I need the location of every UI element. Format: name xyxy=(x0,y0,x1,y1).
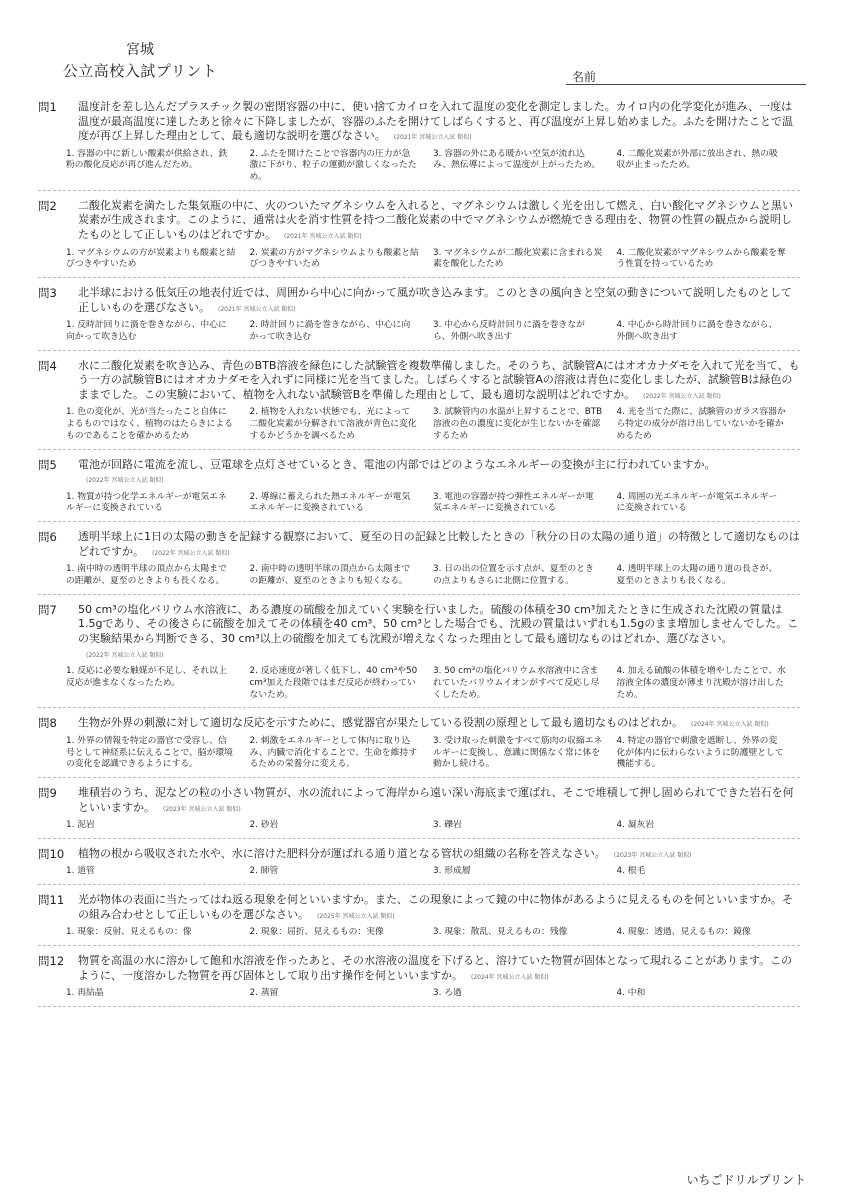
answer-choice[interactable]: 2. 炭素の方がマグネシウムよりも酸素と結びつきやすいため xyxy=(249,247,419,270)
answer-choice[interactable]: 1. 外界の情報を特定の器官で受容し、信号として神経系に伝えることで、脳が環境の変化を認識できるようにする。 xyxy=(66,735,233,770)
question-body xyxy=(78,530,800,561)
question-number: 問5 xyxy=(38,457,57,472)
answer-choice[interactable]: 1. 南中時の透明半球の頂点から太陽までの距離が、夏至のときよりも長くなる。 xyxy=(66,564,227,587)
question-text: 透明半球上に1日の太陽の動きを記録する観察において、夏至の日の記録と比較したときの「秋分の日の太陽の通り道」の特徴として適切なものはどれですか。 xyxy=(78,530,800,558)
answer-choice[interactable]: 2. ふたを開けたことで容器内の圧力が急激に下がり、粒子の運動が激しくなったため。 xyxy=(249,148,417,183)
question-number: 問10 xyxy=(38,846,65,861)
question-body xyxy=(78,603,800,663)
question-number: 問7 xyxy=(38,602,57,617)
question-source: (2024年 宮城公立入試 類似) xyxy=(471,973,549,981)
question-source: (2023年 宮城公立入試 類似) xyxy=(163,805,241,813)
question-row xyxy=(38,100,800,146)
answer-choice[interactable]: 3. 50 cm³の塩化バリウム水溶液中に含まれていたバリウムイオンがすべて反応し尽くしたため。 xyxy=(433,666,600,700)
question-block xyxy=(38,786,800,839)
question-text: 植物の根から吸収された水や、水に溶けた肥料分が運ばれる通り道となる管状の組織の名称を答えなさい。 xyxy=(78,846,606,860)
answer-choice[interactable]: 4. 現象：透過、見えるもの：鏡像 xyxy=(616,927,751,938)
question-number: 問6 xyxy=(38,530,57,545)
answer-choice[interactable]: 1. 反応に必要な触媒が不足し、それ以上反応が進まなくなったため。 xyxy=(66,666,227,688)
answer-choices xyxy=(66,149,800,184)
question-row xyxy=(38,458,800,489)
question-block xyxy=(38,954,800,1007)
answer-choice[interactable]: 1. 色の変化が、光が当たったこと自体によるものではなく、植物のはたらきによるものであることを確かめるため xyxy=(66,407,233,441)
answer-choice[interactable]: 2. 導線に蓄えられた熱エネルギーが電気エネルギーに変換されている xyxy=(249,491,411,514)
question-number: 問1 xyxy=(38,100,57,114)
question-body xyxy=(78,786,800,817)
answer-choice[interactable]: 3. 日の出の位置を示す点が、夏至のときの点よりもさらに北側に位置する。 xyxy=(433,564,594,587)
question-source: (2022年 宮城公立入試 類似) xyxy=(643,392,721,400)
answer-choice[interactable]: 1. 反時計回りに渦を巻きながら、中心に向かって吹き込む xyxy=(66,320,227,342)
question-text: 北半球における低気圧の地表付近では、周囲から中心に向かって風が吹き込みます。このときの風向きと空気の動きについて説明したものとして正しいものを選びなさい。 xyxy=(78,286,792,314)
question-source: (2021年 宮城公立入試 類似) xyxy=(393,134,472,142)
question-body xyxy=(78,954,800,985)
question-body xyxy=(78,286,800,317)
question-row xyxy=(38,893,800,924)
answer-choice[interactable]: 2. 反応速度が著しく低下し、40 cm³や50 cm³加えた段階ではまだ反応が終わっていないため。 xyxy=(249,666,418,700)
answer-choices xyxy=(66,866,800,878)
question-number: 問11 xyxy=(38,893,65,908)
name-field[interactable] xyxy=(566,66,806,85)
question-body xyxy=(78,716,800,733)
prefecture-label: 宮城 xyxy=(126,42,154,58)
question-text: 温度計を差し込んだプラスチック製の密閉容器の中に、使い捨てカイロを入れて温度の変化を測定しました。カイロ内の化学変化が進み、一度は温度が最高温度に達したあと徐々に下降しましたが、容器のふたを開けてしばらくすると、再び温度が上昇し始めました。ふたを開けたことで温度が再び上昇した理由として、最も適切な説明を選びなさい。 xyxy=(78,100,793,143)
question-row xyxy=(38,954,800,985)
answer-choice[interactable]: 4. 二酸化炭素が外部に放出され、熱の吸収が止まったため。 xyxy=(616,148,778,171)
question-row xyxy=(38,199,800,245)
answer-choice[interactable]: 2. 現象：屈折、見えるもの：実像 xyxy=(249,927,384,938)
question-text: 50 cm³の塩化バリウム水溶液に、ある濃度の硫酸を加えていく実験を行いました。硫酸の体積を30 cm³加えたときに生成された沈殿の質量は1.5gであり、その後さらに硫酸を加えてその体積を40 cm³、50 cm³とした場合でも、沈殿の質量はいずれも1.5gのまま増加しませんでした。この実験結果から判断できる、30 cm³以上の硫酸を加えても沈殿が増えなくなった理由として最も適切なものはどれか、選びなさい。 xyxy=(78,602,799,645)
name-label: 名前 xyxy=(572,70,597,84)
question-text: 生物が外界の刺激に対して適切な反応を示すために、感覚器官が果たしている役割の原理として最も適切なものはどれか。 xyxy=(78,716,683,730)
question-source: (2022年 宮城公立入試 類似) xyxy=(152,549,230,557)
answer-choice[interactable]: 4. 中和 xyxy=(616,988,646,999)
answer-choice[interactable]: 4. 加える硫酸の体積を増やしたことで、水溶液全体の濃度が薄まり沈殿が溶け出したため。 xyxy=(616,666,786,700)
question-number: 問9 xyxy=(38,785,57,800)
answer-choice[interactable]: 3. ろ過 xyxy=(433,988,462,999)
answer-choice[interactable]: 2. 時計回りに渦を巻きながら、中心に向かって吹き込む xyxy=(249,320,411,342)
question-block xyxy=(38,893,800,946)
answer-choice[interactable]: 1. 道管 xyxy=(66,866,95,877)
question-source: (2023年 宮城公立入試 類似) xyxy=(613,851,692,859)
answer-choices xyxy=(66,820,800,832)
question-source: (2021年 宮城公立入試 類似) xyxy=(284,233,362,241)
question-number: 問2 xyxy=(38,198,57,213)
question-text: 電池が回路に電流を流し、豆電球を点灯させているとき、電池の内部ではどのようなエネルギーの変換が主に行われていますか。 xyxy=(78,457,716,471)
question-text: 二酸化炭素を満たした集気瓶の中に、火のついたマグネシウムを入れると、マグネシウムは激しく光を出して燃え、白い酸化マグネシウムと黒い炭素が生成されます。このように、通常は火を消す性質を持つ二酸化炭素の中でマグネシウムが燃焼できる理由を、物質の性質の観点から説明したものとして正しいものはどれですか。 xyxy=(78,198,793,242)
answer-choice[interactable]: 4. 周囲の光エネルギーが電気エネルギーに変換されている xyxy=(616,491,778,514)
answer-choices xyxy=(66,988,800,1000)
question-list xyxy=(38,100,800,1015)
answer-choices xyxy=(66,248,800,271)
question-block xyxy=(38,603,800,708)
question-block xyxy=(38,847,800,885)
question-block xyxy=(38,716,800,778)
answer-choice[interactable]: 1. 現象：反射、見えるもの：像 xyxy=(66,927,192,938)
question-number: 問12 xyxy=(38,954,65,969)
question-row xyxy=(38,716,800,733)
answer-choices xyxy=(66,492,800,515)
question-row xyxy=(38,847,800,864)
question-source: (2025年 宮城公立入試 類似) xyxy=(317,912,395,920)
question-block xyxy=(38,286,800,351)
answer-choices xyxy=(66,666,800,701)
answer-choice[interactable]: 3. 中心から反時計回りに渦を巻きながら、外側へ吹き出す xyxy=(433,320,585,342)
answer-choice[interactable]: 1. 再結晶 xyxy=(66,988,104,999)
question-body xyxy=(78,199,800,245)
question-body xyxy=(78,100,800,146)
question-row xyxy=(38,530,800,561)
answer-choice[interactable]: 4. 凝灰岩 xyxy=(616,820,655,831)
answer-choice[interactable]: 3. 電池の容器が持つ弾性エネルギーが電気エネルギーに変換されている xyxy=(433,491,594,514)
question-source: (2021年 宮城公立入試 類似) xyxy=(218,305,296,313)
answer-choices xyxy=(66,320,800,343)
question-block xyxy=(38,199,800,278)
question-text: 物質を高温の水に溶かして飽和水溶液を作ったあと、その水溶液の温度を下げると、溶けていた物質が固体となって現れることがあります。このように、一度溶かした物質を再び固体として取り出す操作を何といいますか。 xyxy=(78,954,793,982)
question-number: 問3 xyxy=(38,286,57,301)
answer-choice[interactable]: 4. 二酸化炭素がマグネシウムから酸素を奪う性質を持っているため xyxy=(616,247,786,270)
print-subtitle: 公立高校入試プリント xyxy=(62,62,218,80)
answer-choices xyxy=(66,736,800,771)
answer-choice[interactable]: 3. 現象：散乱、見えるもの：残像 xyxy=(433,927,568,938)
answer-choices xyxy=(66,927,800,939)
answer-choice[interactable]: 3. 試験管内の水温が上昇することで、BTB溶液の色の濃度に変化が生じないかを確認するため xyxy=(433,407,603,441)
answer-choice[interactable]: 2. 蒸留 xyxy=(249,988,279,999)
answer-choice[interactable]: 1. 物質が持つ化学エネルギーが電気エネルギーに変換されている xyxy=(66,491,227,514)
question-text: 堆積岩のうち、泥などの粒の小さい物質が、水の流れによって海岸から遠い深い海底まで運ばれ、そこで堆積して押し固められてできた岩石を何といいますか。 xyxy=(78,785,794,814)
question-row xyxy=(38,786,800,817)
question-body xyxy=(78,893,800,924)
question-source: (2024年 宮城公立入試 類似) xyxy=(691,721,769,729)
answer-choice[interactable]: 4. 透明半球上の太陽の通り道の長さが、夏至のときよりも長くなる。 xyxy=(616,564,778,587)
question-source: (2022年 宮城公立入試 類似) xyxy=(86,651,164,659)
question-block xyxy=(38,458,800,523)
question-body xyxy=(78,359,800,405)
answer-choice[interactable]: 1. 容器の中に新しい酸素が供給され、鉄粉の酸化反応が再び進んだため。 xyxy=(66,148,228,171)
answer-choice[interactable]: 4. 特定の器官で刺激を遮断し、外界の変化が体内に伝わらないように防護壁として機能する。 xyxy=(616,735,784,770)
question-number: 問4 xyxy=(38,358,57,373)
question-row xyxy=(38,359,800,405)
answer-choice[interactable]: 3. マグネシウムが二酸化炭素に含まれる炭素を酸化したため xyxy=(433,247,603,270)
question-row xyxy=(38,603,800,663)
question-body xyxy=(78,847,800,864)
question-text: 光が物体の表面に当たってはね返る現象を何といいますか。また、この現象によって鏡の中に物体があるように見えるものを何といいますか。その組み合わせとして正しいものを選びなさい。 xyxy=(78,893,793,921)
answer-choice[interactable]: 3. 受け取った刺激をすべて筋肉の収縮エネルギーに変換し、意識に関係なく常に体を動かし続ける。 xyxy=(433,735,603,770)
question-body xyxy=(78,458,800,489)
answer-choice[interactable]: 3. 容器の外にある暖かい空気が流れ込み、熱伝導によって温度が上がったため。 xyxy=(433,148,601,171)
answer-choice[interactable]: 1. 泥岩 xyxy=(66,820,95,831)
question-block xyxy=(38,100,800,191)
answer-choice[interactable]: 4. 光を当てた際に、試験管のガラス容器から特定の成分が溶け出していないかを確かめるため xyxy=(616,407,786,441)
answer-choice[interactable]: 2. 刺激をエネルギーとして体内に取り込み、内臓で消化することで、生命を維持するための栄養分に変える。 xyxy=(249,735,417,770)
answer-choice[interactable]: 2. 植物を入れない状態でも、光によって二酸化炭素が分解されて溶液が青色に変化するかどうかを調べるため xyxy=(249,407,417,441)
answer-choice[interactable]: 3. 形成層 xyxy=(433,866,471,877)
question-block xyxy=(38,530,800,595)
answer-choice[interactable]: 2. 南中時の透明半球の頂点から太陽までの距離が、夏至のときよりも短くなる。 xyxy=(249,564,411,587)
header-title xyxy=(40,40,240,82)
answer-choices xyxy=(66,564,800,587)
question-text: 水に二酸化炭素を吹き込み、青色のBTB溶液を緑色にした試験管を複数準備しました。そのうち、試験管Aにはオオカナダモを入れて光を当て、もう一方の試験管Bにはオオカナダモを入れずに同様に光を当てました。しばらくすると試験管Aの溶液は青色に変化しましたが、試験管Bは緑色のままでした。この実験において、植物を入れない試験管Bを準備した理由として、最も適切な説明はどれですか。 xyxy=(78,358,800,401)
answer-choice[interactable]: 3. 礫岩 xyxy=(433,820,462,831)
question-source: (2022年 宮城公立入試 類似) xyxy=(86,477,164,485)
answer-choice[interactable]: 4. 中心から時計回りに渦を巻きながら、外側へ吹き出す xyxy=(616,320,778,342)
footer-brand: いちごドリルプリント xyxy=(686,1173,806,1187)
answer-choice[interactable]: 1. マグネシウムの方が炭素よりも酸素と結びつきやすいため xyxy=(66,247,236,270)
question-number: 問8 xyxy=(38,716,57,731)
answer-choice[interactable]: 2. 師管 xyxy=(249,866,279,877)
question-block xyxy=(38,359,800,450)
answer-choice[interactable]: 4. 根毛 xyxy=(616,866,646,877)
question-row xyxy=(38,286,800,317)
answer-choice[interactable]: 2. 砂岩 xyxy=(249,820,279,831)
answer-choices xyxy=(66,407,800,442)
